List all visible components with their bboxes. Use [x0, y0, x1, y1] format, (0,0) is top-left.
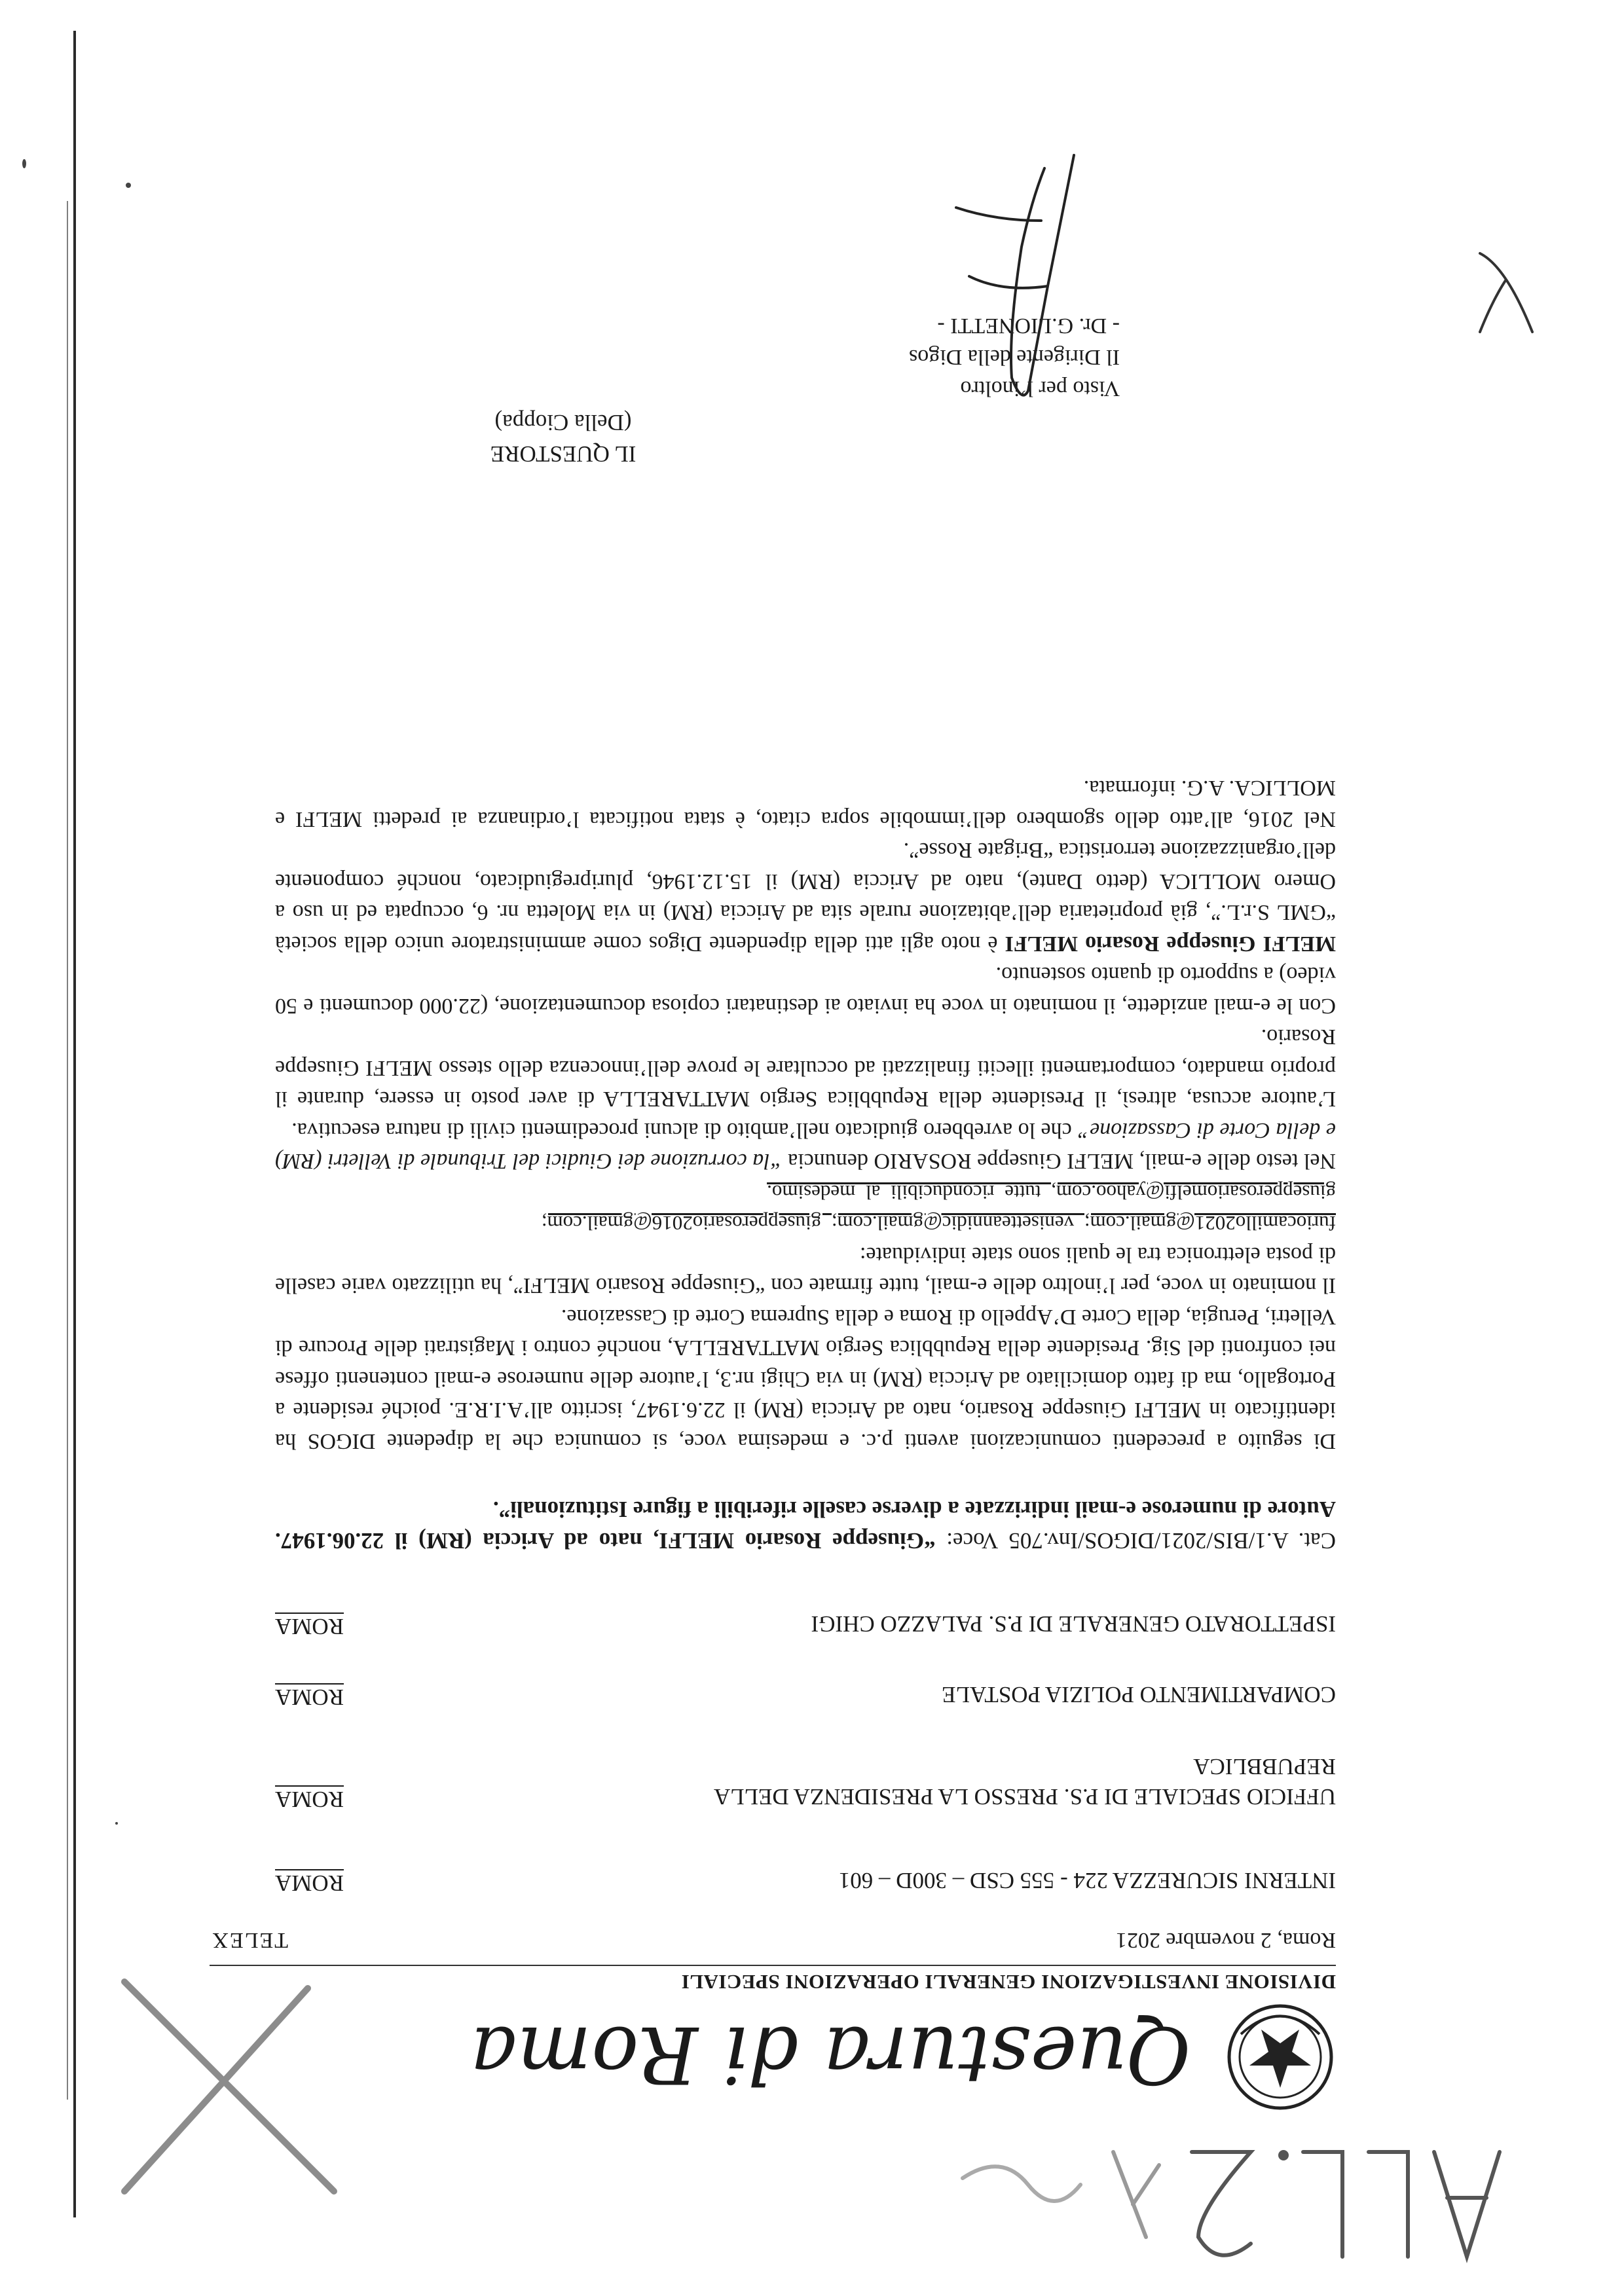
addressee-city: ROMA: [275, 1685, 344, 1710]
body-paragraph: L’autore accusa, altresì, il Presidente della Repubblica Sergio MATTARELLA di aver posto in essere, durante il proprio mandato, comportamenti illeciti finalizzati ad occultare le prove dell’innocenza dello stesso MELFI Giuseppe Rosario.: [275, 1025, 1336, 1112]
body-paragraph: Di seguito a precedenti comunicazioni aventi p.c. e medesima voce, si comunica che la dipedente DIGOS ha identificato in MELFI Giuseppe Rosario, nato ad Ariccia (RM) il 22.6.1947, iscritto all’A.I.R.E. poiché residente a Portogallo, ma di fatto domiciliato ad Ariccia (RM) in via Chigi nr.3, l’autore delle numerose e-mail contenenti offese nei confronti del Sig. Presidente della Repubblica Sergio MATTARELLA, nonché contro i Magistrati delle Procure di Velletri, Perugia, della Corte D’Appello di Roma e della Suprema Corte di Cassazione.: [275, 1305, 1336, 1453]
addressee-row: [275, 1751, 1336, 1812]
addressee-row: [275, 1865, 1336, 1895]
telex-label: TELEX: [211, 1928, 288, 1952]
addressee-text: INTERNI SICUREZZA 224 - 555 CSD – 300D – 601: [838, 1868, 1336, 1893]
quoted-accusation: “la corruzione dei Giudici del Tribunale di Velletri (RM) e della Corte di Cassazione”: [275, 1118, 1336, 1174]
subject-name: MELFI Giuseppe Rosario MELFI: [1005, 932, 1336, 956]
subject-text: “Giuseppe Rosario MELFI, nato ad Ariccia (RM) il 22.06.1947. Autore di numerose e-mail indirizzate a diverse caselle riferibili a figure Istituzionali”.: [275, 1497, 1336, 1554]
italian-republic-emblem: [1225, 2001, 1336, 2113]
body-paragraph: Il nominato in voce, per l’inoltro delle e-mail, tutte firmate con “Giuseppe Rosario MELFI”, ha utilizzato varie caselle di posta elettronica tra le quali sono state individuate:: [275, 1243, 1336, 1298]
handwritten-signature: [877, 142, 1153, 417]
message-body: [275, 773, 1336, 1457]
document-date: Roma, 2 novembre 2021: [1115, 1928, 1336, 1952]
email-list: furiocamillo2021@gmail.com; venisetteannidic@gmail.com; giusepperosario2016@gmail.com;: [541, 1212, 1336, 1235]
visto-line: - Dr. G.LIONETTI -: [937, 314, 1120, 338]
scan-speck: [126, 183, 131, 188]
body-text: che lo avrebbero giudicato nell’ambito di alcuni procedimenti civili di natura esecutiva.: [291, 1118, 1072, 1142]
addressee-city: ROMA: [275, 1870, 344, 1896]
addressee-text: UFFICIO SPECIALE DI P.S. PRESSO LA PRESIDENZA DELLA REPUBBLICA: [714, 1754, 1336, 1810]
scan-edge-line: [73, 31, 76, 2217]
addressee-row: [275, 1679, 1336, 1709]
scan-edge-line: [67, 201, 68, 2100]
scan-speck: [22, 159, 26, 168]
subject-reference: Cat. A.1/BIS/2021/DIGOS/Inv.705 Voce:: [946, 1528, 1336, 1554]
questore-name: (Della Cioppa): [494, 410, 632, 435]
email-list: giusepperosariomelfi@yahoo.com, tutte riconducibili al medesimo.: [767, 1181, 1336, 1204]
questore-signature-block: [432, 407, 694, 469]
addressee-text: COMPARTIMENTO POLIZIA POSTALE: [942, 1682, 1336, 1707]
handwritten-initial: [1454, 247, 1545, 345]
addressee-text: ISPETTORATO GENERALE DI P.S. PALAZZO CHIGI: [811, 1611, 1336, 1637]
body-paragraph: [275, 1115, 1336, 1177]
visto-line: Il Dirigente della Digos: [909, 345, 1120, 369]
visto-line: Visto per l’inoltro: [960, 376, 1120, 401]
questore-title: IL QUESTORE: [490, 441, 637, 467]
addressee-city: ROMA: [275, 1787, 344, 1812]
handwritten-annotation: [936, 2132, 1526, 2283]
body-paragraph: Nel 2016, all’atto dello sgombero dell’immobile sopra citato, è stata notificata l’ordinanza ai predetti MELFI e MOLLICA. A.G. informata.: [275, 776, 1336, 831]
scan-speck: [115, 1822, 118, 1825]
subject: [275, 1493, 1336, 1556]
questura-di-roma-logo: [406, 2001, 1205, 2113]
division-header: DIVISIONE INVESTIGAZIONI GENERALI OPERAZIONI SPECIALI: [210, 1965, 1336, 1994]
addressee-city: ROMA: [275, 1614, 344, 1639]
body-paragraph: [275, 835, 1336, 959]
body-text: Nel testo delle e-mail, MELFI Giuseppe ROSARIO denuncia: [788, 1149, 1336, 1174]
body-text: è noto agli atti della dipendente Digos come amministratore unico della società “GML S.r.L.”, già proprietaria dell’abitazione rurale sita ad Ariccia (RM) in via Moletta nr. 6, occupata ed in uso a Omero MOLLICA (detto Dante), nato ad Ariccia (RM) il 15.12.1946, pluripregiudicato, nonché componente dell’organizzazione terroristica “Brigate Rosse”.: [275, 838, 1336, 956]
addressee-row: [275, 1609, 1336, 1639]
svg-text:Questura di Roma: Questura di Roma: [470, 2009, 1192, 2100]
letterhead: [210, 1995, 1336, 2113]
body-paragraph: Con le e-mail anzidette, il nominato in voce ha inviato ai destinatari copiosa documentazione, (22.000 documenti e 50 video) a supporto di quanto sostenuto.: [275, 962, 1336, 1018]
